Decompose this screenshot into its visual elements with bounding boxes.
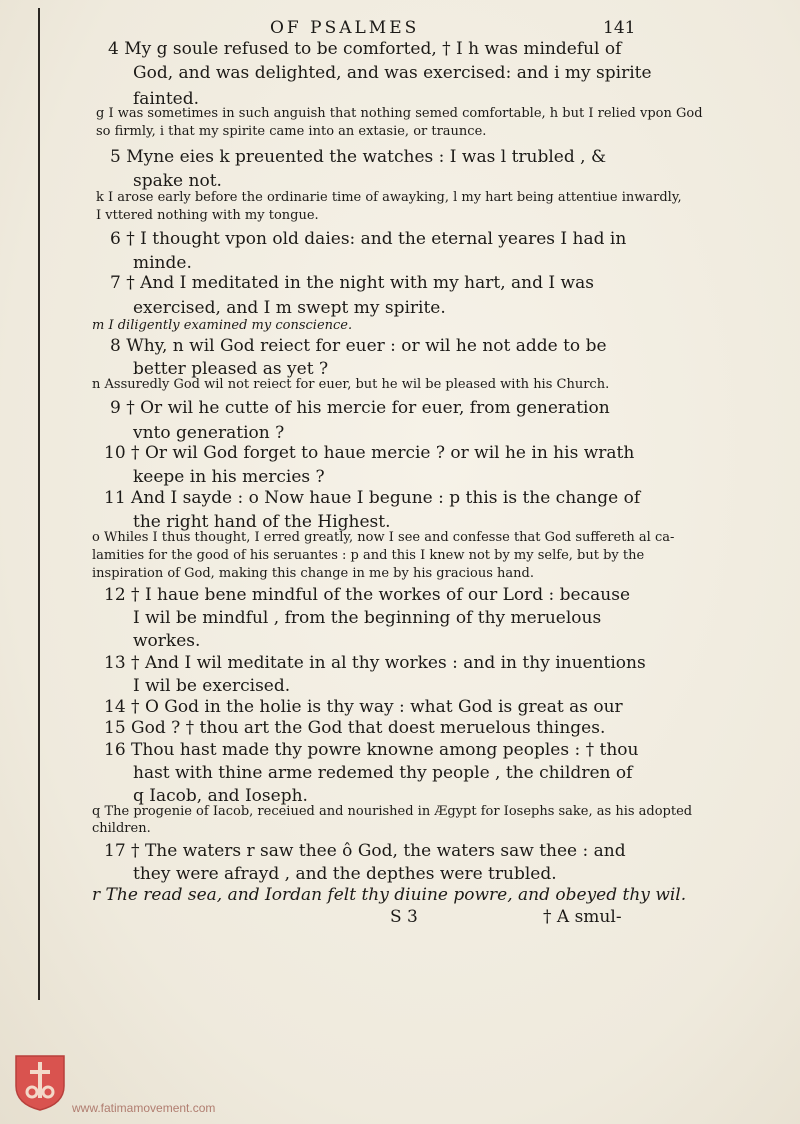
verse-line: 5 Myne eies k preuented the watches : I was l trubled , & bbox=[110, 147, 607, 167]
verse-line: God, and was delighted, and was exercised: and i my spirite bbox=[133, 63, 652, 83]
annotation-line: o Whiles I thus thought, I erred greatly, now I see and confesse that God suffereth al ca- bbox=[92, 530, 675, 545]
verse-line: I wil be exercised. bbox=[133, 676, 291, 696]
fatima-movement-logo bbox=[12, 1052, 68, 1112]
verse-line: the right hand of the Highest. bbox=[133, 512, 391, 532]
verse-line: they were afrayd , and the depthes were trubled. bbox=[133, 864, 557, 884]
annotation-line: inspiration of God, making this change in me by his gracious hand. bbox=[92, 566, 534, 581]
verse-line: spake not. bbox=[133, 171, 222, 191]
signature-mark: S 3 bbox=[390, 907, 418, 927]
verse-line: 10 † Or wil God forget to haue mercie ? or wil he in his wrath bbox=[104, 443, 635, 463]
verse-line: 12 † I haue bene mindful of the workes of our Lord : because bbox=[104, 585, 631, 605]
verse-line: 7 † And I meditated in the night with my hart, and I was bbox=[110, 273, 594, 293]
verse-line: 13 † And I wil meditate in al thy workes : and in thy inuentions bbox=[104, 653, 646, 673]
running-head: OF PSALMES bbox=[270, 18, 420, 38]
watermark-link[interactable]: www.fatimamovement.com bbox=[72, 1101, 216, 1115]
page-number: 141 bbox=[603, 18, 636, 38]
verse-line: hast with thine arme redemed thy people , the children of bbox=[133, 763, 633, 783]
verse-line: workes. bbox=[133, 631, 201, 651]
annotation-line: children. bbox=[92, 821, 151, 836]
verse-line: 16 Thou hast made thy powre knowne among peoples : † thou bbox=[104, 740, 639, 760]
annotation-line: g I was sometimes in such anguish that nothing semed comfortable, h but I relied vpon God bbox=[96, 106, 703, 121]
verse-line: exercised, and I m swept my spirite. bbox=[133, 298, 446, 318]
annotation-line: so firmly, i that my spirite came into an extasie, or traunce. bbox=[96, 124, 487, 139]
verse-line: 4 My g soule refused to be comforted, † I h was mindeful of bbox=[108, 39, 622, 59]
verse-line: keepe in his mercies ? bbox=[133, 467, 325, 487]
verse-line: m I diligently examined my conscience. bbox=[92, 318, 353, 333]
annotation-line: q The progenie of Iacob, receiued and nourished in Ægypt for Iosephs sake, as his adopted bbox=[92, 804, 693, 819]
verse-line: I wil be mindful , from the beginning of thy meruelous bbox=[133, 608, 602, 628]
verse-line: 14 † O God in the holie is thy way : what God is great as our bbox=[104, 697, 623, 717]
catchword: † A smul- bbox=[543, 907, 622, 927]
annotation-line: k I arose early before the ordinarie time of awayking, l my hart being attentiue inwardly, bbox=[96, 190, 682, 205]
annotation-line: lamities for the good of his seruantes : p and this I knew not by my selfe, but by the bbox=[92, 548, 645, 563]
verse-line: 17 † The waters r saw thee ô God, the waters saw thee : and bbox=[104, 841, 626, 861]
verse-line: 6 † I thought vpon old daies: and the eternal yeares I had in bbox=[110, 229, 627, 249]
verse-line: minde. bbox=[133, 253, 192, 273]
verse-line: better pleased as yet ? bbox=[133, 359, 329, 379]
verse-line: q Iacob, and Ioseph. bbox=[133, 786, 308, 806]
verse-line: 15 God ? † thou art the God that doest meruelous thinges. bbox=[104, 718, 606, 738]
annotation-line: I vttered nothing with my tongue. bbox=[96, 208, 319, 223]
verse-line: r The read sea, and Iordan felt thy diuine powre, and obeyed thy wil. bbox=[92, 885, 687, 905]
verse-line: 9 † Or wil he cutte of his mercie for euer, from generation bbox=[110, 398, 610, 418]
verse-line: fainted. bbox=[133, 89, 199, 109]
annotation-line: n Assuredly God wil not reiect for euer, but he wil be pleased with his Church. bbox=[92, 377, 610, 392]
verse-line: 8 Why, n wil God reiect for euer : or wil he not adde to be bbox=[110, 336, 607, 356]
verse-line: 11 And I sayde : o Now haue I begune : p this is the change of bbox=[104, 488, 641, 508]
verse-line: vnto generation ? bbox=[133, 423, 285, 443]
